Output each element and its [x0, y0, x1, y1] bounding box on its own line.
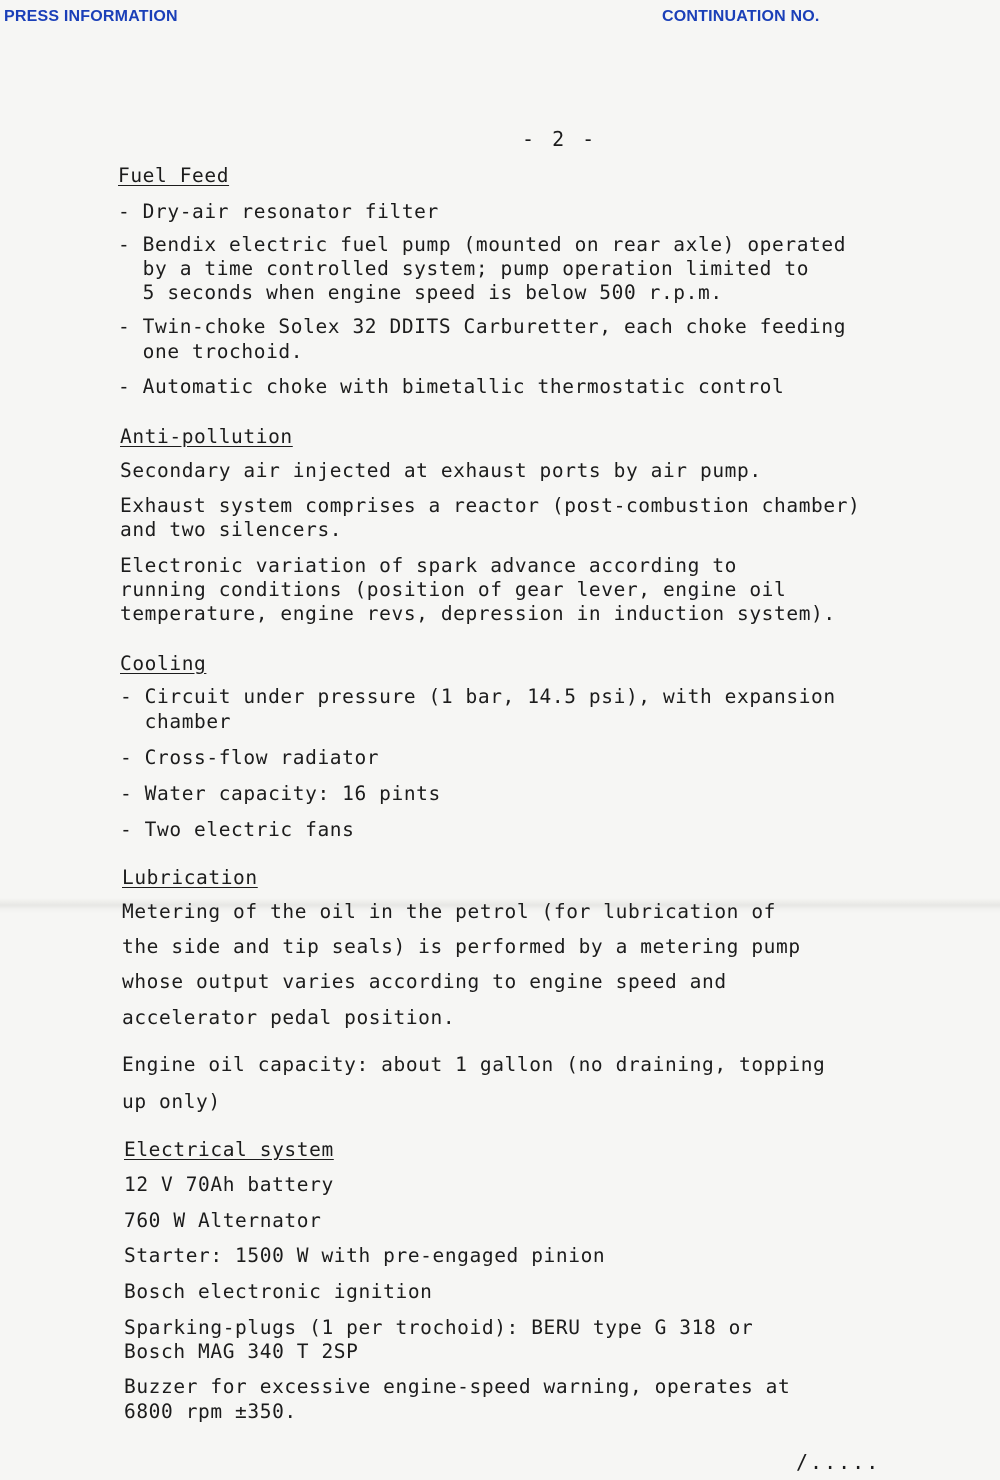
fuel-feed-line: by a time controlled system; pump operation limited to	[118, 257, 810, 280]
lubrication-heading: Lubrication	[122, 866, 258, 889]
anti-pollution-line: running conditions (position of gear lever, engine oil	[120, 578, 787, 601]
fuel-feed-line: - Twin-choke Solex 32 DDITS Carburetter, each choke feeding	[118, 315, 847, 338]
lubrication-line: Engine oil capacity: about 1 gallon (no draining, topping	[122, 1053, 826, 1076]
cooling-line: - Two electric fans	[120, 818, 355, 841]
lubrication-line: accelerator pedal position.	[122, 1006, 456, 1029]
anti-pollution-line: Electronic variation of spark advance according to	[120, 554, 737, 577]
lubrication-line: up only)	[122, 1090, 221, 1113]
cooling-line: chamber	[120, 710, 232, 733]
electrical-line: Sparking-plugs (1 per trochoid): BERU type G 318 or	[124, 1316, 754, 1339]
anti-pollution-line: Exhaust system comprises a reactor (post-combustion chamber)	[120, 494, 861, 517]
anti-pollution-line: Secondary air injected at exhaust ports by air pump.	[120, 459, 762, 482]
fuel-feed-line: - Dry-air resonator filter	[118, 200, 439, 223]
fuel-feed-heading: Fuel Feed	[118, 164, 230, 187]
electrical-line: Starter: 1500 W with pre-engaged pinion	[124, 1244, 606, 1267]
cooling-line: - Circuit under pressure (1 bar, 14.5 psi), with expansion	[120, 685, 836, 708]
anti-pollution-heading: Anti-pollution	[120, 425, 293, 448]
fuel-feed-line: one trochoid.	[118, 340, 304, 363]
anti-pollution-line: and two silencers.	[120, 518, 343, 541]
fuel-feed-line: 5 seconds when engine speed is below 500 r.p.m.	[118, 281, 723, 304]
electrical-line: 6800 rpm ±350.	[124, 1400, 297, 1423]
cooling-line: - Water capacity: 16 pints	[120, 782, 441, 805]
electrical-line: 760 W Alternator	[124, 1209, 322, 1232]
page-number: - 2 -	[522, 127, 598, 151]
cooling-line: - Cross-flow radiator	[120, 746, 380, 769]
lubrication-line: the side and tip seals) is performed by a metering pump	[122, 935, 801, 958]
electrical-line: Bosch MAG 340 T 2SP	[124, 1340, 359, 1363]
fuel-feed-line: - Automatic choke with bimetallic thermostatic control	[118, 375, 785, 398]
lubrication-line: whose output varies according to engine speed and	[122, 970, 727, 993]
fuel-feed-line: - Bendix electric fuel pump (mounted on rear axle) operated	[118, 233, 847, 256]
electrical-line: 12 V 70Ah battery	[124, 1173, 334, 1196]
continued-marker: /.....	[796, 1450, 881, 1474]
press-information-header: PRESS INFORMATION	[4, 8, 178, 25]
anti-pollution-line: temperature, engine revs, depression in induction system).	[120, 602, 836, 625]
continuation-number-header: CONTINUATION NO.	[662, 8, 820, 25]
electrical-line: Buzzer for excessive engine-speed warning, operates at	[124, 1375, 791, 1398]
cooling-heading: Cooling	[120, 652, 207, 675]
lubrication-line: Metering of the oil in the petrol (for lubrication of	[122, 900, 777, 923]
electrical-line: Bosch electronic ignition	[124, 1280, 433, 1303]
electrical-system-heading: Electrical system	[124, 1138, 334, 1161]
